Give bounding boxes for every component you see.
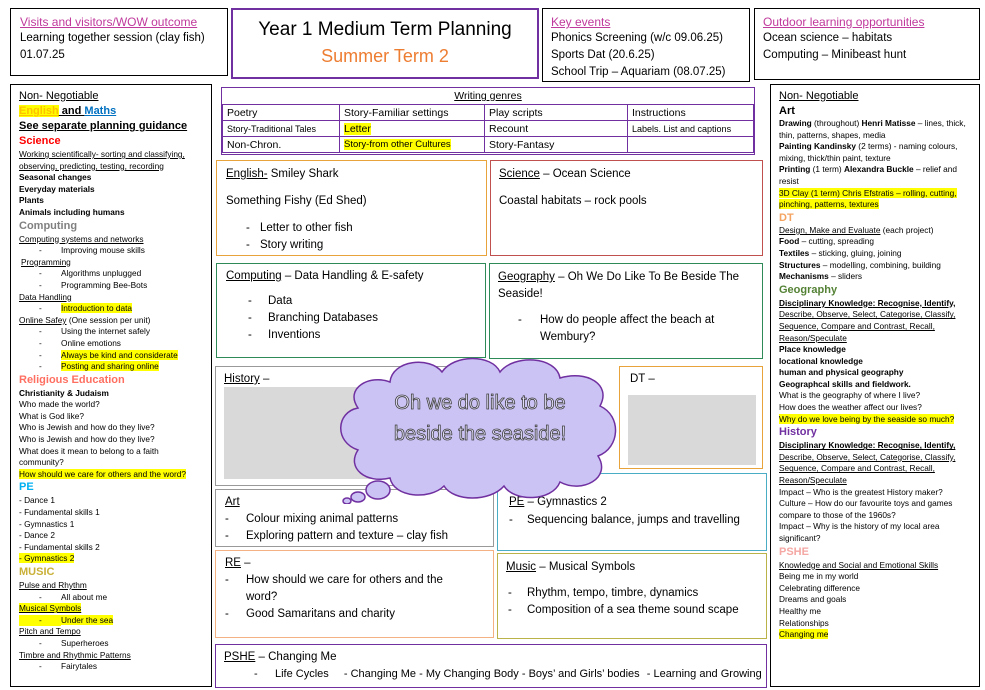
writing-genres-box xyxy=(221,87,755,155)
ms-item: - Under the sea xyxy=(19,615,203,627)
art-line: thin, patterns, shapes, media xyxy=(779,129,886,140)
key-events-box xyxy=(542,8,750,82)
english-box xyxy=(216,160,487,256)
his-dk-line: Sequence, Compare and Contrast, Recall, xyxy=(779,463,935,474)
pshe-item-right: Celebrating difference xyxy=(779,582,861,593)
re-highlight: How should we care for others and the word? xyxy=(19,468,186,479)
re-line: community? xyxy=(19,457,64,468)
timbre-label: Timbre and Rhythmic Patterns xyxy=(19,649,131,660)
re-box xyxy=(215,550,494,638)
pshe-item: Changing Me xyxy=(350,668,417,680)
pshe-item: My Changing Body xyxy=(425,668,519,680)
left-non-negotiable xyxy=(10,84,212,687)
dt-heading-box: DT – xyxy=(630,373,655,385)
sci-topic: Animals including humans xyxy=(19,206,125,217)
music-heading: MUSIC xyxy=(19,566,55,578)
genre-cell: Labels. List and captions xyxy=(628,121,754,137)
title-box xyxy=(231,8,539,79)
art-item: - Exploring pattern and texture – clay fish xyxy=(225,530,449,542)
timbre-item: - Fairytales xyxy=(39,661,97,672)
genre-cell: Letter xyxy=(340,121,485,137)
outdoor-item: Computing – Minibeast hunt xyxy=(763,49,907,61)
re-heading: Religious Education xyxy=(19,373,125,386)
english-heading: English- Smiley Shark xyxy=(226,168,339,180)
dt-image-placeholder xyxy=(628,395,756,465)
sci-topic: Plants xyxy=(19,195,44,206)
visits-line2: 01.07.25 xyxy=(20,49,65,61)
his-line: Impact – Who is the greatest History maker? xyxy=(779,486,943,497)
music-box-item: - Rhythm, tempo, timbre, dynamics xyxy=(508,587,699,599)
computing-heading: Computing xyxy=(19,219,78,232)
geo-bold: human and physical geography xyxy=(779,367,904,378)
computing-item: - Inventions xyxy=(248,329,321,341)
geography-item: Wembury? xyxy=(540,331,596,343)
pulse-label: Pulse and Rhythm xyxy=(19,580,87,590)
his-dk: Disciplinary Knowledge: Recognise, Identify, xyxy=(779,440,956,451)
page-subtitle: Summer Term 2 xyxy=(321,46,449,66)
dt-heading-right: DT xyxy=(779,211,794,224)
pitch-item: - Superheroes xyxy=(39,637,109,648)
dt-line: Mechanisms – sliders xyxy=(779,271,863,282)
geo-bold: Geographcal skills and fieldwork. xyxy=(779,378,911,389)
computing-box xyxy=(216,263,486,358)
pe-item: - Gymnastics 1 xyxy=(19,518,75,529)
see-separate: See separate planning guidance xyxy=(19,120,188,132)
pe-item: - Dance 1 xyxy=(19,495,55,506)
sci-topic: Everyday materials xyxy=(19,183,95,194)
re-heading-box: RE – xyxy=(225,557,251,569)
sci-line: Working scientifically- sorting and classifying, xyxy=(19,149,185,159)
cloud-text-line2: beside the seaside! xyxy=(393,423,567,445)
re-box-item: - How should we care for others and the xyxy=(225,574,443,586)
computing-heading-box: Computing – Data Handling & E-safety xyxy=(226,270,424,282)
pshe-item-right: Healthy me xyxy=(779,605,821,616)
os-item: - Posting and sharing online xyxy=(39,361,159,372)
his-line: compare to those of the 1960s? xyxy=(779,509,896,520)
key-event-item: Phonics Screening (w/c 09.06.25) xyxy=(551,32,723,44)
re-line: Who is Jewish and how do they live? xyxy=(19,434,155,445)
art-line: mixing, thick/thin paint, texture xyxy=(779,152,891,163)
art-line: resist xyxy=(779,175,799,186)
pe-heading: PE xyxy=(19,481,34,494)
science-box xyxy=(490,160,763,256)
science-heading-box: Science – Ocean Science xyxy=(499,168,631,180)
his-line: Impact – Why is the history of my local area xyxy=(779,521,940,532)
computing-item: - Branching Databases xyxy=(248,312,378,324)
page-title: Year 1 Medium Term Planning xyxy=(258,19,512,40)
genre-row xyxy=(223,137,754,153)
music-box xyxy=(497,553,767,639)
prog-item: - Algorithms unplugged xyxy=(39,268,142,279)
outdoor-item: Ocean science – habitats xyxy=(763,32,893,44)
pshe-item-right: Being me in my world xyxy=(779,571,859,582)
left-nn-title: Non- Negotiable xyxy=(19,90,99,102)
pshe-item: Life Cycles xyxy=(275,668,329,680)
outdoor-box xyxy=(754,8,980,80)
genre-cell: Story-Traditional Tales xyxy=(223,121,340,137)
online-safety-label: Online Safey (One session per unit) xyxy=(19,314,151,325)
genre-cell: Story-from other Cultures xyxy=(340,137,485,153)
visits-box xyxy=(10,8,228,76)
art-item: - Colour mixing animal patterns xyxy=(225,513,399,525)
pulse-item: - All about me xyxy=(39,591,108,602)
geography-heading-right: Geography xyxy=(779,283,838,296)
pshe-highlight-right: Changing me xyxy=(779,629,829,640)
art-heading-box: Art xyxy=(225,496,240,508)
re-line: What does it mean to belong to a faith xyxy=(19,445,159,456)
sci-topic: Seasonal changes xyxy=(19,172,92,183)
writing-genres-title: Writing genres xyxy=(222,88,754,105)
key-event-item: School Trip – Aquariam (08.07.25) xyxy=(551,66,726,78)
pshe-heading-right: PSHE xyxy=(779,545,809,558)
re-line: Who is Jewish and how do they live? xyxy=(19,422,155,433)
geography-heading-box: Geography – Oh We Do Like To Be Beside The xyxy=(498,271,740,283)
os-item: - Using the internet safely xyxy=(39,326,151,337)
art-line: Printing (1 term) Alexandra Buckle – relief and xyxy=(779,164,957,175)
music-box-item: - Composition of a sea theme sound scape xyxy=(508,604,739,616)
re-line: What is God like? xyxy=(19,410,85,421)
dt-line: Food – cutting, spreading xyxy=(779,236,875,247)
re-line: Who made the world? xyxy=(19,399,100,410)
key-events-title: Key events xyxy=(551,15,611,29)
genre-cell xyxy=(628,137,754,153)
outdoor-title: Outdoor learning opportunities xyxy=(763,15,925,29)
pe-item: - Gymnastics 2 xyxy=(19,553,75,564)
geo-question: What is the geography of where I live? xyxy=(779,390,921,401)
his-dk-line: Reason/Speculate xyxy=(779,475,847,486)
sci-line: observing, predicting, testing, recording xyxy=(19,160,164,171)
science-body: Coastal habitats – rock pools xyxy=(499,195,647,207)
art-heading-right: Art xyxy=(779,105,795,117)
pe-box-item: - Sequencing balance, jumps and travelling xyxy=(509,514,740,526)
clay-line: 3D Clay (1 term) Chris Efstratis – rolling, cutting, xyxy=(779,187,957,198)
history-heading-box: History – xyxy=(224,373,270,385)
genre-cell: Instructions xyxy=(628,105,754,121)
pshe-items-row: - Life Cycles - Changing Me - My Changing Body - Boys’ and Girls’ bodies - Learning and Growing xyxy=(254,668,762,680)
cloud-text-line1: Oh we do like to be xyxy=(394,392,566,414)
prog-item: - Programming Bee-Bots xyxy=(39,279,148,290)
os-item: - Online emotions xyxy=(39,337,121,348)
pshe-item-right: Relationships xyxy=(779,617,829,628)
dt-box xyxy=(619,366,763,469)
os-item: - Always be kind and considerate xyxy=(39,349,178,360)
pshe-knowledge: Knowledge and Social and Emotional Skills xyxy=(779,559,939,570)
dt-line: Design, Make and Evaluate (each project) xyxy=(779,224,934,235)
pshe-item: Boys’ and Girls’ bodies xyxy=(528,668,640,680)
art-line: Drawing (throughout) Henri Matisse – lines, thick, xyxy=(779,118,966,128)
comp-systems: Computing systems and networks xyxy=(19,233,144,244)
writing-genres-table xyxy=(222,104,754,153)
visits-title: Visits and visitors/WOW outcome xyxy=(20,15,198,29)
history-heading-right: History xyxy=(779,426,817,439)
comp-sys-item: - Improving mouse skills xyxy=(39,245,145,256)
right-nn-title: Non- Negotiable xyxy=(779,90,859,102)
musical-symbols-label: Musical Symbols xyxy=(19,603,82,614)
science-heading: Science xyxy=(19,135,61,147)
programming-label: Programming xyxy=(21,256,71,267)
english-label: English xyxy=(19,105,59,117)
pe-heading-box: PE – Gymnastics 2 xyxy=(509,496,607,508)
geo-dk-line: Describe, Observe, Select, Categorise, Classify, xyxy=(779,309,956,320)
english-item: - Story writing xyxy=(246,239,324,251)
his-line: Culture – How do our favourite toys and games xyxy=(779,498,953,509)
maths-label: Maths xyxy=(84,105,117,117)
pshe-item: Learning and Growing xyxy=(653,668,762,680)
geography-heading-line2: Seaside! xyxy=(498,288,543,300)
genre-row xyxy=(223,105,754,121)
and-label: and xyxy=(58,105,85,117)
geo-dk-line: Reason/Speculate xyxy=(779,332,847,343)
re-box-item: word? xyxy=(246,591,278,603)
pe-item: - Fundamental skills 1 xyxy=(19,507,100,518)
genre-cell: Non-Chron. xyxy=(223,137,340,153)
genre-cell: Recount xyxy=(485,121,628,137)
computing-item: - Data xyxy=(248,295,293,307)
geo-question: How does the weather affect our lives? xyxy=(779,402,922,413)
genre-row xyxy=(223,121,754,137)
geo-bold: locational knowledge xyxy=(779,355,863,366)
geo-dk: Disciplinary Knowledge: Recognise, Identify, xyxy=(779,297,956,308)
art-line: Painting Kandinsky (2 terms) - naming colours, xyxy=(779,141,958,152)
genre-cell: Poetry xyxy=(223,105,340,121)
data-handling-label: Data Handling xyxy=(19,291,72,302)
visits-line1: Learning together session (clay fish) xyxy=(20,32,205,44)
dh-item: - Introduction to data xyxy=(39,303,133,314)
pitch-label: Pitch and Tempo xyxy=(19,626,81,637)
re-bold: Christianity & Judaism xyxy=(19,387,109,398)
re-box-item: - Good Samaritans and charity xyxy=(225,608,395,620)
his-line: significant? xyxy=(779,533,821,543)
clay-line: pinching, patterns, textures xyxy=(779,199,879,210)
geography-item: - How do people affect the beach at xyxy=(518,314,715,326)
geo-bold: Place knowledge xyxy=(779,344,846,355)
geo-highlight: Why do we love being by the seaside so much? xyxy=(779,413,955,424)
pshe-item-right: Dreams and goals xyxy=(779,594,847,605)
music-heading-box: Music – Musical Symbols xyxy=(506,561,636,573)
right-non-negotiable xyxy=(770,84,980,687)
dt-line: Textiles – sticking, gluing, joining xyxy=(779,247,902,258)
genre-cell: Story-Familiar settings xyxy=(340,105,485,121)
english-maths-heading xyxy=(19,104,203,119)
key-event-item: Sports Dat (20.6.25) xyxy=(551,49,655,61)
pe-item: - Dance 2 xyxy=(19,530,55,541)
pe-item: - Fundamental skills 2 xyxy=(19,541,100,552)
pshe-heading-box: PSHE – Changing Me xyxy=(224,651,337,663)
pshe-box xyxy=(215,644,767,688)
geo-dk-line: Sequence, Compare and Contrast, Recall, xyxy=(779,320,935,331)
dt-line: Structures – modelling, combining, building xyxy=(779,259,941,270)
genre-cell: Story-Fantasy xyxy=(485,137,628,153)
thought-cloud xyxy=(330,352,628,504)
genre-cell: Play scripts xyxy=(485,105,628,121)
geography-box xyxy=(489,263,763,359)
english-book: Something Fishy (Ed Shed) xyxy=(226,195,367,207)
english-item: - Letter to other fish xyxy=(246,222,353,234)
his-dk-line: Describe, Observe, Select, Categorise, Classify, xyxy=(779,451,956,462)
